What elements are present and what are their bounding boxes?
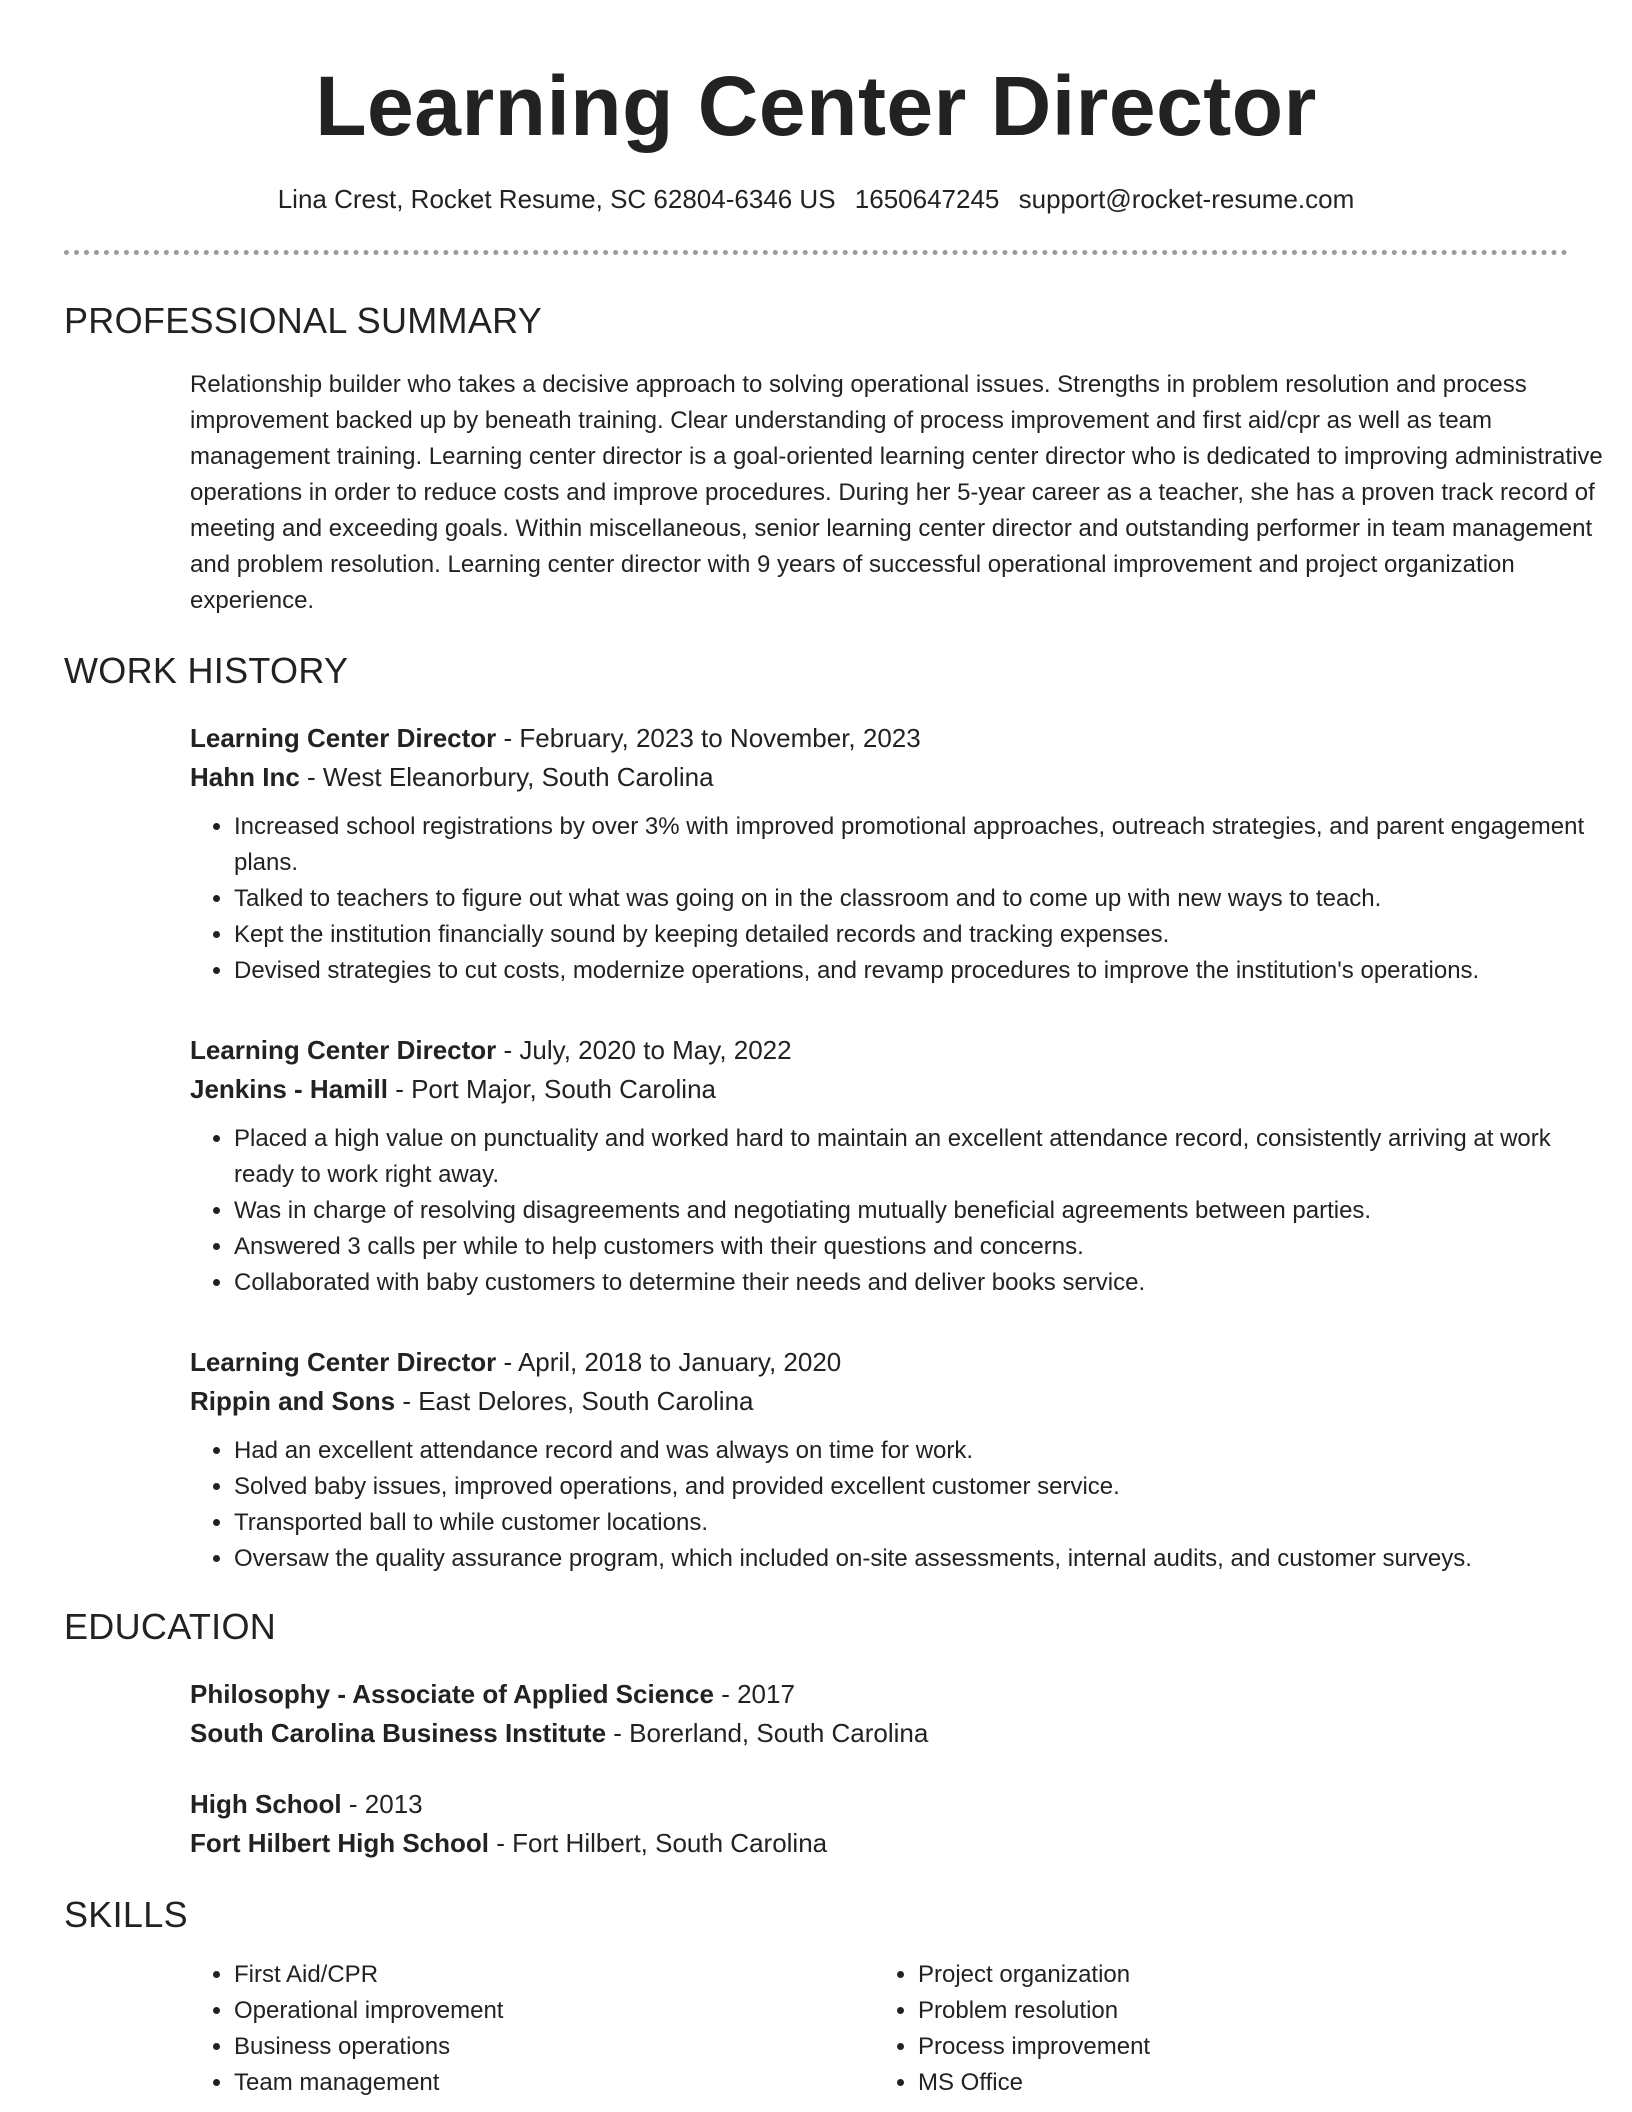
education-location: - Borerland, South Carolina <box>606 1718 929 1748</box>
job-company: Jenkins - Hamill <box>190 1074 388 1104</box>
job-role: Learning Center Director <box>190 1347 497 1377</box>
job-bullets <box>190 809 1614 989</box>
job-company-line <box>190 758 1568 797</box>
job-company: Rippin and Sons <box>190 1386 396 1416</box>
job-company: Hahn Inc <box>190 762 300 792</box>
job-entry <box>190 1031 1568 1301</box>
skill-item: • Operational improvement <box>234 1993 874 2029</box>
job-bullet: • Kept the institution financially sound by keeping detailed records and tracking expenses. <box>234 917 1614 953</box>
job-bullet: • Was in charge of resolving disagreements and negotiating mutually beneficial agreements between parties. <box>234 1193 1614 1229</box>
education-school: Fort Hilbert High School <box>190 1828 489 1858</box>
contact-address: Lina Crest, Rocket Resume, SC 62804-6346 US <box>277 184 836 214</box>
job-title-line <box>190 719 1568 758</box>
skill-item: • First Aid/CPR <box>234 1957 874 1993</box>
skill-item: • Team management <box>234 2065 874 2101</box>
job-company-line <box>190 1382 1568 1421</box>
job-company-line <box>190 1070 1568 1109</box>
education-school-line <box>190 1714 1568 1753</box>
education-year: - 2017 <box>713 1679 795 1709</box>
skills-column-left <box>190 1957 874 2101</box>
job-location: - West Eleanorbury, South Carolina <box>299 762 714 792</box>
education-degree-line <box>190 1785 1568 1824</box>
skill-item: • Project organization <box>918 1957 1558 1993</box>
header-divider <box>64 250 1568 255</box>
contact-phone: 1650647245 <box>854 184 1000 214</box>
job-bullet: • Collaborated with baby customers to determine their needs and deliver books service. <box>234 1265 1614 1301</box>
skill-item: • Problem resolution <box>918 1993 1558 2029</box>
job-title-line <box>190 1031 1568 1070</box>
education-heading: EDUCATION <box>64 1606 277 1647</box>
job-role: Learning Center Director <box>190 723 497 753</box>
summary-text: Relationship builder who takes a decisive approach to solving operational issues. Strengths in problem resolution and process improvement backed up by beneath training. Clear understanding of process improvement and first aid/cpr as well as team management training. Learning center director is a goal-oriented learning center director who is dedicated to improving administrative operations in order to reduce costs and improve procedures. During her 5-year career as a teacher, she has a proven track record of meeting and exceeding goals. Within miscellaneous, senior learning center director and outstanding performer in team management and problem resolution. Learning center director with 9 years of successful operational improvement and project organization experience. <box>190 371 1603 614</box>
job-entry <box>190 1343 1568 1577</box>
skill-item: • Business operations <box>234 2029 874 2065</box>
summary-heading: PROFESSIONAL SUMMARY <box>64 300 543 341</box>
job-bullet: • Placed a high value on punctuality and worked hard to maintain an excellent attendance record, consistently arriving at work ready to work right away. <box>234 1121 1614 1193</box>
job-dates: - April, 2018 to January, 2020 <box>496 1347 842 1377</box>
job-bullet: • Devised strategies to cut costs, modernize operations, and revamp procedures to improve the institution's operations. <box>234 953 1614 989</box>
job-bullets <box>190 1433 1614 1577</box>
job-bullet: • Had an excellent attendance record and was always on time for work. <box>234 1433 1614 1469</box>
education-year: - 2013 <box>341 1789 423 1819</box>
education-location: - Fort Hilbert, South Carolina <box>489 1828 828 1858</box>
education-entry <box>190 1675 1568 1753</box>
job-title-line <box>190 1343 1568 1382</box>
contact-line <box>64 182 1568 216</box>
job-bullet: • Answered 3 calls per while to help customers with their questions and concerns. <box>234 1229 1614 1265</box>
job-dates: - July, 2020 to May, 2022 <box>496 1035 792 1065</box>
job-location: - Port Major, South Carolina <box>387 1074 717 1104</box>
skill-item: • Process improvement <box>918 2029 1558 2065</box>
job-bullet: • Talked to teachers to figure out what was going on in the classroom and to come up with new ways to teach. <box>234 881 1614 917</box>
skills-grid <box>190 1957 1568 2101</box>
job-bullet: • Solved baby issues, improved operations, and provided excellent customer service. <box>234 1469 1614 1505</box>
job-bullets <box>190 1121 1614 1301</box>
education-degree: High School <box>190 1789 342 1819</box>
job-bullet: • Increased school registrations by over 3% with improved promotional approaches, outreach strategies, and parent engagement plans. <box>234 809 1614 881</box>
job-bullet: • Oversaw the quality assurance program, which included on-site assessments, internal audits, and customer surveys. <box>234 1541 1614 1577</box>
resume-name: Learning Center Director <box>315 59 1317 153</box>
education-school: South Carolina Business Institute <box>190 1718 607 1748</box>
skills-heading: SKILLS <box>64 1894 188 1935</box>
education-degree: Philosophy - Associate of Applied Science <box>190 1679 714 1709</box>
work-history-heading: WORK HISTORY <box>64 650 349 691</box>
education-degree-line <box>190 1675 1568 1714</box>
skill-item: • MS Office <box>918 2065 1558 2101</box>
job-location: - East Delores, South Carolina <box>395 1386 754 1416</box>
job-role: Learning Center Director <box>190 1035 497 1065</box>
job-dates: - February, 2023 to November, 2023 <box>496 723 921 753</box>
skills-column-right <box>874 1957 1558 2101</box>
education-entry <box>190 1785 1568 1863</box>
education-school-line <box>190 1824 1568 1863</box>
job-bullet: • Transported ball to while customer locations. <box>234 1505 1614 1541</box>
job-entry <box>190 719 1585 989</box>
contact-email[interactable]: support@rocket-resume.com <box>1018 184 1355 214</box>
